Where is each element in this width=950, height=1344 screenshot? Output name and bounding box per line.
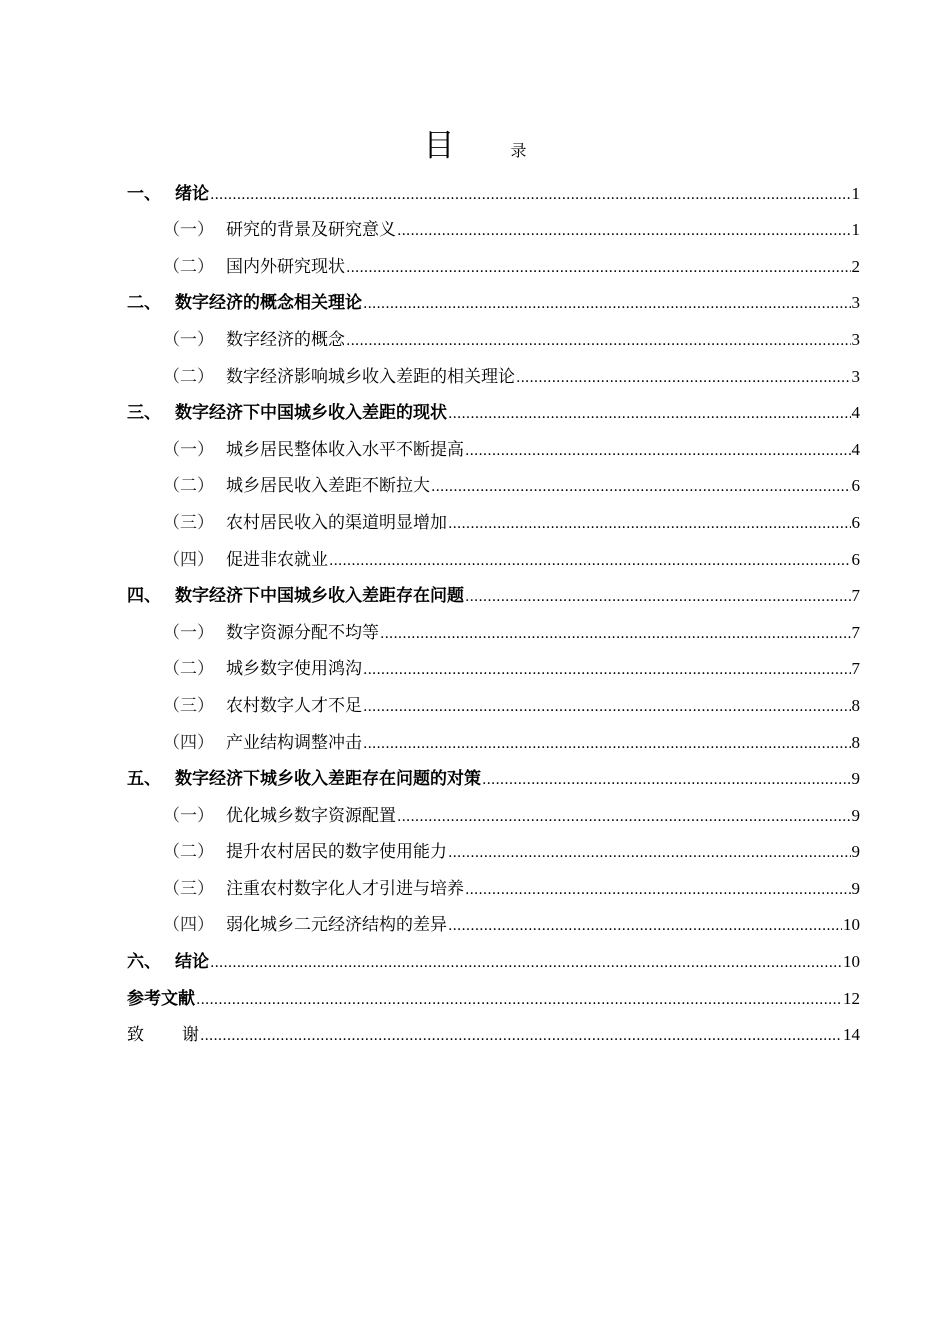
- dot-leader: [200, 1024, 842, 1046]
- toc-entry-title: 结论: [175, 952, 209, 973]
- toc-entry[interactable]: [127, 534, 860, 571]
- dot-leader: [346, 329, 851, 351]
- toc-entry-number: （一）: [163, 220, 214, 241]
- toc-entry[interactable]: [127, 314, 860, 351]
- toc-entry-number: （四）: [163, 549, 214, 570]
- toc-entry-title: 提升农村居民的数字使用能力: [226, 842, 447, 863]
- toc-entry-number: （一）: [163, 805, 214, 826]
- toc-entry[interactable]: [127, 680, 860, 717]
- toc-entry-page: 12: [843, 988, 860, 1008]
- toc-entry-number: （二）: [163, 476, 214, 497]
- dot-leader: [329, 549, 851, 571]
- toc-entry-page: 4: [851, 403, 860, 423]
- dot-leader: [196, 988, 842, 1010]
- dot-leader: [397, 219, 851, 241]
- toc-entry[interactable]: [127, 278, 860, 315]
- toc-entry[interactable]: [127, 241, 860, 278]
- toc-entry-number: （二）: [163, 366, 214, 387]
- toc-entry-title: 弱化城乡二元经济结构的差异: [226, 915, 447, 936]
- toc-entry[interactable]: [127, 827, 860, 864]
- toc-entry-title: 优化城乡数字资源配置: [226, 805, 396, 826]
- toc-entry-number: （一）: [163, 622, 214, 643]
- dot-leader: [465, 439, 851, 461]
- toc-entry-number: （二）: [163, 842, 214, 863]
- toc-entry-page: 7: [851, 622, 860, 642]
- dot-leader: [380, 622, 851, 644]
- toc-entry-number: （一）: [163, 329, 214, 350]
- dot-leader: [465, 878, 851, 900]
- toc-entry-page: 14: [843, 1025, 860, 1045]
- toc-entry[interactable]: [127, 351, 860, 388]
- dot-leader: [346, 256, 851, 278]
- toc-entry[interactable]: [127, 571, 860, 608]
- toc-entry-acknowledgement[interactable]: [127, 1010, 860, 1047]
- toc-entry[interactable]: [127, 790, 860, 827]
- toc-title-sub: 录: [510, 141, 527, 160]
- toc-entry[interactable]: [127, 936, 860, 973]
- toc-entry[interactable]: [127, 717, 860, 754]
- dot-leader: [448, 402, 851, 424]
- dot-leader: [363, 695, 851, 717]
- toc-entry-page: 6: [851, 512, 860, 532]
- dot-leader: [448, 914, 842, 936]
- toc-entry[interactable]: [127, 607, 860, 644]
- toc-entry[interactable]: [127, 900, 860, 937]
- toc-entry-title: 城乡居民整体收入水平不断提高: [226, 439, 464, 460]
- dot-leader: [397, 805, 851, 827]
- toc-entry-page: 1: [851, 183, 860, 203]
- toc-entry[interactable]: [127, 461, 860, 498]
- toc-entry-title: 研究的背景及研究意义: [226, 220, 396, 241]
- toc-entry[interactable]: [127, 497, 860, 534]
- toc-entry-title: 促进非农就业: [226, 549, 328, 570]
- toc-entry-number: （二）: [163, 256, 214, 277]
- toc-entry[interactable]: [127, 644, 860, 681]
- ack-char-1: 致: [127, 1025, 144, 1046]
- toc-entry-title: 数字经济的概念相关理论: [175, 293, 362, 314]
- toc-entry-page: 10: [843, 952, 860, 972]
- toc-entry-number: （一）: [163, 439, 214, 460]
- toc-entry-page: 6: [851, 476, 860, 496]
- dot-leader: [431, 475, 851, 497]
- toc-entry-page: 4: [851, 439, 860, 459]
- table-of-contents: [127, 168, 860, 1046]
- toc-entry-title: 数字资源分配不均等: [226, 622, 379, 643]
- toc-entry-page: 8: [851, 732, 860, 752]
- toc-entry-number: 一、: [127, 183, 161, 204]
- dot-leader: [363, 658, 851, 680]
- toc-title-main: 目: [423, 128, 455, 164]
- toc-entry-title: 数字经济影响城乡收入差距的相关理论: [226, 366, 515, 387]
- toc-entry-page: 9: [851, 878, 860, 898]
- toc-entry-title: 农村居民收入的渠道明显增加: [226, 512, 447, 533]
- toc-entry[interactable]: [127, 973, 860, 1010]
- toc-entry-title: 数字经济下中国城乡收入差距的现状: [175, 403, 447, 424]
- dot-leader: [482, 768, 851, 790]
- toc-entry-title: 绪论: [175, 183, 209, 204]
- toc-entry-title: 农村数字人才不足: [226, 695, 362, 716]
- toc-entry-number: （三）: [163, 512, 214, 533]
- dot-leader: [465, 585, 851, 607]
- toc-entry-number: 六、: [127, 952, 161, 973]
- toc-entry-page: 9: [851, 805, 860, 825]
- toc-entry[interactable]: [127, 754, 860, 791]
- toc-entry-page: 8: [851, 695, 860, 715]
- toc-entry-title: 国内外研究现状: [226, 256, 345, 277]
- toc-entry-title: 产业结构调整冲击: [226, 732, 362, 753]
- toc-entry-title: 注重农村数字化人才引进与培养: [226, 878, 464, 899]
- toc-entry-page: 7: [851, 659, 860, 679]
- toc-title: [0, 120, 950, 164]
- dot-leader: [448, 841, 851, 863]
- toc-entry-page: 7: [851, 586, 860, 606]
- toc-entry[interactable]: [127, 863, 860, 900]
- toc-entry-number: （四）: [163, 915, 214, 936]
- toc-entry-page: 3: [851, 329, 860, 349]
- toc-entry[interactable]: [127, 424, 860, 461]
- toc-entry-page: 3: [851, 366, 860, 386]
- toc-entry-page: 9: [851, 769, 860, 789]
- toc-entry-number: 二、: [127, 293, 161, 314]
- dot-leader: [363, 292, 851, 314]
- toc-entry-page: 9: [851, 842, 860, 862]
- dot-leader: [210, 183, 851, 205]
- dot-leader: [210, 951, 842, 973]
- ack-char-2: 谢: [182, 1025, 199, 1046]
- toc-entry-number: 四、: [127, 586, 161, 607]
- toc-entry-number: （四）: [163, 732, 214, 753]
- dot-leader: [448, 512, 851, 534]
- toc-entry-title: 数字经济下中国城乡收入差距存在问题: [175, 586, 464, 607]
- toc-entry-title: [127, 1024, 199, 1046]
- toc-entry[interactable]: [127, 205, 860, 242]
- toc-entry-number: （三）: [163, 878, 214, 899]
- toc-entry-title: 城乡数字使用鸿沟: [226, 659, 362, 680]
- toc-entry-page: 2: [851, 256, 860, 276]
- dot-leader: [363, 732, 851, 754]
- toc-entry-number: 五、: [127, 769, 161, 790]
- toc-entry-page: 3: [851, 293, 860, 313]
- dot-leader: [516, 366, 851, 388]
- toc-entry-number: （二）: [163, 659, 214, 680]
- toc-entry-title: 数字经济下城乡收入差距存在问题的对策: [175, 769, 481, 790]
- toc-entry[interactable]: [127, 168, 860, 205]
- toc-entry[interactable]: [127, 388, 860, 425]
- toc-entry-page: 1: [851, 220, 860, 240]
- toc-entry-page: 10: [843, 915, 860, 935]
- toc-entry-title: 参考文献: [127, 988, 195, 1009]
- toc-entry-title: 城乡居民收入差距不断拉大: [226, 476, 430, 497]
- toc-entry-number: 三、: [127, 403, 161, 424]
- toc-entry-number: （三）: [163, 695, 214, 716]
- toc-entry-page: 6: [851, 549, 860, 569]
- toc-entry-title: 数字经济的概念: [226, 329, 345, 350]
